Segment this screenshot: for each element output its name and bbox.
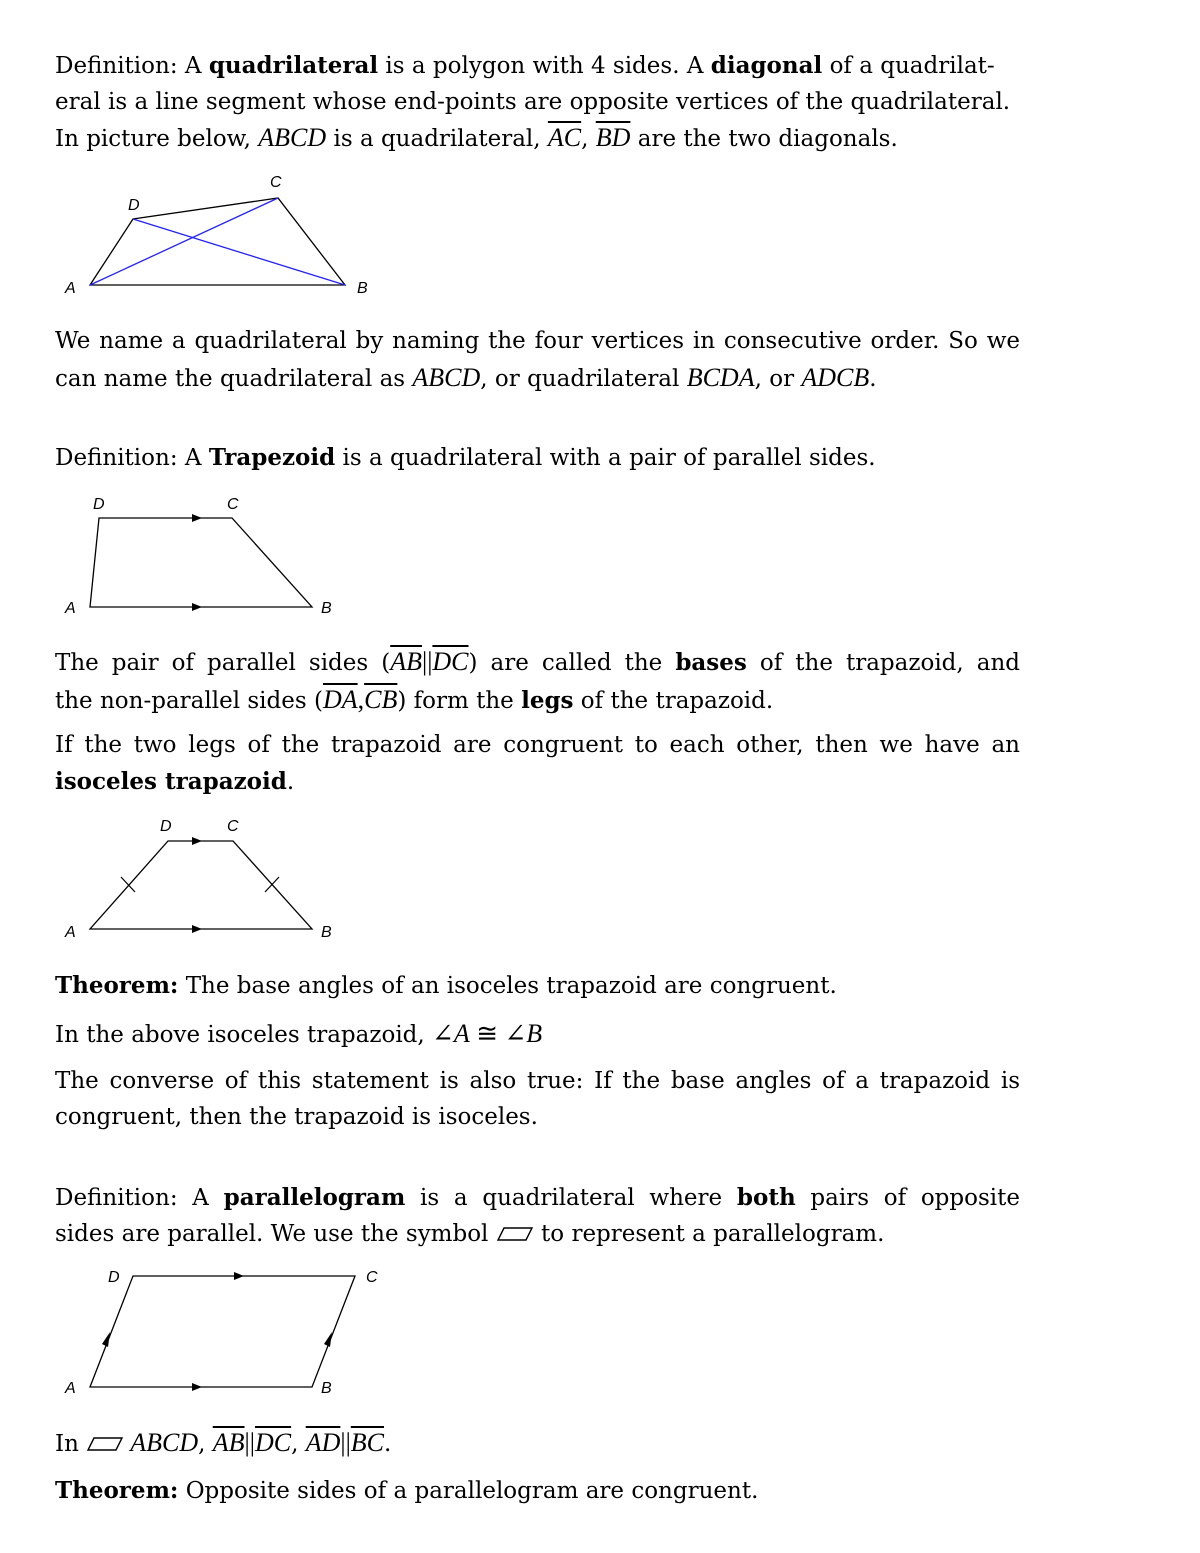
vertex-label-c: C — [227, 496, 239, 513]
text: Definition: A — [55, 445, 209, 471]
segment-dc: $\overline{DC}$ — [254, 1428, 292, 1457]
punct: , — [357, 684, 365, 714]
math-abcd: ABCD — [124, 1428, 199, 1457]
diagonal-bd — [133, 219, 345, 285]
vertex-label-b: B — [321, 600, 332, 617]
math-abcd: ABCD — [258, 123, 327, 152]
text: sides are parallel. We use the symbol — [55, 1220, 496, 1247]
text: In — [55, 1431, 87, 1457]
punct: . — [869, 365, 877, 392]
text-line — [55, 644, 1020, 682]
trapezoid-definition — [55, 440, 1020, 477]
segment-ac: $\overline{AC}$ — [547, 123, 582, 152]
term-parallelogram: parallelogram — [223, 1184, 406, 1211]
text-line — [55, 1180, 1020, 1217]
math-bcda: BCDA — [686, 362, 755, 392]
text: In picture below, — [55, 126, 259, 152]
text-line — [55, 682, 1020, 720]
theorem-base-angles — [55, 968, 1020, 1005]
text: The pair of parallel sides ( — [55, 650, 391, 676]
theorem-opposite-sides — [55, 1473, 1020, 1510]
text: of the trapazoid. — [573, 687, 774, 714]
text: can name the quadrilateral as — [55, 365, 413, 392]
vertex-label-c: C — [227, 818, 239, 835]
parallel-symbol: || — [340, 1428, 351, 1457]
trapezoid-figure — [0, 490, 400, 625]
parallelogram-statement — [55, 1425, 1020, 1463]
parallelogram-outline — [90, 1276, 355, 1387]
theorem-label: Theorem: — [55, 1477, 179, 1504]
parallelogram-figure — [0, 1262, 420, 1402]
math-adcb: ADCB — [801, 362, 870, 392]
text: is a quadrilateral with a pair of parallel sides. — [335, 445, 876, 471]
parallel-arrow — [192, 837, 202, 845]
quadrilateral-figure — [0, 168, 400, 303]
isosceles-trapezoid-outline — [90, 841, 312, 929]
converse-paragraph — [55, 1064, 1020, 1135]
text-line: The converse of this statement is also true: If the base angles of a trapazoid is — [55, 1068, 1020, 1094]
term-legs: legs — [521, 686, 574, 714]
punct: , — [198, 1431, 213, 1457]
angle-b: ∠B — [504, 1019, 543, 1048]
text: , or — [754, 365, 802, 392]
term-isosceles-trapezoid: isoceles trapazoid — [55, 767, 287, 795]
segment-ad: $\overline{AD}$ — [305, 1428, 341, 1457]
definition-text: of a quadrilat- — [822, 53, 995, 79]
segment-da: $\overline{DA}$ — [322, 684, 358, 714]
text-line: congruent, then the trapazoid is isoceles. — [55, 1103, 538, 1130]
segment-ab: $\overline{AB}$ — [212, 1428, 245, 1457]
definition-prefix: Definition: A — [55, 53, 209, 79]
text: to represent a parallelogram. — [533, 1220, 885, 1247]
naming-paragraph — [55, 324, 1020, 397]
theorem-text: Opposite sides of a parallelogram are congruent. — [178, 1478, 759, 1504]
parallelogram-symbol-icon — [496, 1225, 534, 1243]
vertex-label-b: B — [321, 924, 332, 941]
term-diagonal: diagonal — [710, 52, 823, 79]
segment-cb: $\overline{CB}$ — [364, 684, 398, 714]
text: ) are called the — [468, 650, 676, 676]
definition-line: eral is a line segment whose end-points are opposite vertices of the quadrilateral. — [55, 88, 1011, 115]
parallel-arrow — [192, 603, 202, 611]
parallelogram-symbol-icon — [86, 1435, 124, 1453]
segment-bc: $\overline{BC}$ — [350, 1428, 385, 1457]
isosceles-trapezoid-figure — [0, 812, 400, 947]
parallel-arrow — [324, 1332, 332, 1347]
text-line — [55, 1425, 1020, 1463]
bases-legs-paragraph — [55, 644, 1020, 719]
segment-ab: $\overline{AB}$ — [390, 647, 422, 676]
text: ) form the — [397, 687, 522, 714]
vertex-label-c: C — [270, 174, 282, 191]
vertex-label-c: C — [366, 1269, 378, 1286]
vertex-label-a: A — [65, 600, 76, 617]
text-line: We name a quadrilateral by naming the four vertices in consecutive order. So we — [55, 328, 1020, 354]
text-line: If the two legs of the trapazoid are congruent to each other, then we have an — [55, 732, 1020, 758]
vertex-label-a: A — [65, 924, 76, 941]
angle-a: ∠A — [432, 1019, 470, 1048]
term-quadrilateral: quadrilateral — [208, 52, 379, 79]
text: of the trapazoid, and — [746, 650, 1021, 676]
term-both: both — [736, 1184, 796, 1211]
parallelogram-definition — [55, 1180, 1020, 1252]
text: is a quadrilateral, — [326, 126, 548, 152]
parallel-arrow — [192, 1383, 202, 1391]
text: pairs of opposite — [795, 1185, 1020, 1211]
parallel-symbol: || — [421, 647, 433, 676]
text-line — [55, 1217, 1020, 1253]
text-line — [55, 968, 1020, 1005]
text: , or quadrilateral — [480, 365, 687, 392]
punct: , — [581, 126, 596, 152]
vertex-label-b: B — [321, 1380, 332, 1397]
vertex-label-b: B — [357, 280, 368, 297]
angle-congruence-line — [55, 1016, 1020, 1054]
vertex-label-d: D — [128, 197, 140, 214]
punct: , — [291, 1431, 306, 1457]
punct: . — [286, 768, 295, 795]
vertex-label-d: D — [160, 818, 172, 835]
parallel-arrow — [192, 925, 202, 933]
text: Definition: A — [55, 1185, 224, 1211]
parallel-symbol: || — [244, 1428, 255, 1457]
math-abcd: ABCD — [412, 362, 481, 392]
text-line — [55, 120, 1020, 158]
theorem-label: Theorem: — [55, 972, 179, 999]
text: In the above isoceles trapazoid, — [55, 1022, 433, 1048]
text-line — [55, 1016, 1020, 1054]
text: are the two diagonals. — [630, 126, 898, 152]
text: the non-parallel sides ( — [55, 687, 323, 714]
vertex-label-a: A — [65, 280, 76, 297]
text-line — [55, 1473, 1020, 1510]
parallel-arrow — [102, 1332, 110, 1347]
text-line — [55, 48, 1020, 85]
segment-bd: $\overline{BD}$ — [595, 123, 631, 152]
text-line — [55, 764, 1020, 801]
parallel-arrow — [234, 1272, 244, 1280]
punct: . — [384, 1431, 392, 1457]
quadrilateral-definition — [55, 48, 1020, 158]
trapezoid-outline — [90, 518, 312, 607]
text-line — [55, 440, 1020, 477]
parallel-arrow — [192, 514, 202, 522]
definition-text: is a polygon with 4 sides. A — [378, 53, 711, 79]
theorem-text: The base angles of an isoceles trapazoid are congruent. — [178, 973, 837, 999]
vertex-label-a: A — [65, 1380, 76, 1397]
segment-dc: $\overline{DC}$ — [432, 647, 469, 676]
congruence-tick — [121, 877, 135, 892]
text: is a quadrilateral where — [405, 1185, 737, 1211]
isosceles-paragraph — [55, 728, 1020, 800]
vertex-label-d: D — [93, 496, 105, 513]
term-bases: bases — [675, 649, 747, 676]
congruent-symbol: ≅ — [469, 1019, 505, 1048]
term-trapezoid: Trapezoid — [208, 444, 336, 471]
vertex-label-d: D — [108, 1269, 120, 1286]
text-line — [55, 360, 1020, 398]
